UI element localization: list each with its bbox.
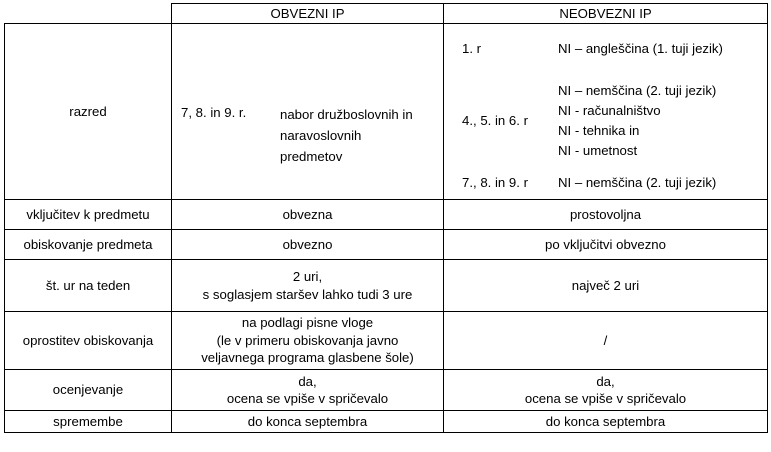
neobvezni-grade: 7., 8. in 9. r	[462, 175, 528, 190]
row-oprostitev	[5, 312, 768, 370]
row-ure	[5, 260, 768, 312]
text-line: na podlagi pisne vloge	[241, 315, 374, 331]
text-line: ocena se vpiše v spričevalo	[524, 391, 687, 406]
text-line: ocena se vpiše v spričevalo	[226, 391, 389, 406]
label-ocenjevanje: ocenjevanje	[5, 370, 172, 411]
cell-oprostitev-obvezni	[172, 312, 444, 370]
cell-razred-obvezni	[172, 24, 444, 200]
corner-cell	[5, 4, 172, 24]
cell-vkljucitev-neobvezni: prostovoljna	[444, 200, 768, 230]
row-vkljucitev	[5, 200, 768, 230]
row-ocenjevanje	[5, 370, 768, 411]
neobvezni-subject: NI – nemščina (2. tuji jezik)	[558, 83, 717, 98]
label-obiskovanje: obiskovanje predmeta	[5, 230, 172, 260]
neobvezni-grade: 4., 5. in 6. r	[462, 113, 528, 128]
neobvezni-subject: NI - umetnost	[558, 143, 638, 158]
cell-razred-neobvezni	[444, 24, 768, 200]
obvezni-subject-line: nabor družboslovnih in	[280, 107, 413, 122]
cell-ocenjevanje-neobvezni	[444, 370, 768, 411]
label-razred: razred	[5, 24, 172, 200]
text-line: 2 uri,	[292, 269, 323, 284]
row-obiskovanje	[5, 230, 768, 260]
text-line: (le v primeru obiskovanja javno	[216, 332, 399, 348]
cell-ure-obvezni	[172, 260, 444, 312]
comparison-table	[4, 3, 768, 433]
label-vkljucitev: vključitev k predmetu	[5, 200, 172, 230]
text-line: veljavnega programa glasbene šole)	[201, 350, 414, 366]
obvezni-subject-line: predmetov	[280, 149, 343, 164]
obvezni-subject-line: naravoslovnih	[280, 128, 362, 143]
header-neobvezni: NEOBVEZNI IP	[444, 4, 768, 24]
cell-ure-neobvezni: največ 2 uri	[444, 260, 768, 312]
row-razred	[5, 24, 768, 200]
neobvezni-subject: NI - tehnika in	[558, 123, 640, 138]
label-oprostitev: oprostitev obiskovanja	[5, 312, 172, 370]
neobvezni-grade: 1. r	[462, 41, 482, 56]
cell-spremembe-obvezni: do konca septembra	[172, 411, 444, 433]
label-ure: št. ur na teden	[5, 260, 172, 312]
text-line: s soglasjem staršev lahko tudi 3 ure	[202, 286, 413, 302]
header-obvezni: OBVEZNI IP	[172, 4, 444, 24]
cell-obiskovanje-neobvezni: po vključitvi obvezno	[444, 230, 768, 260]
obvezni-subject	[280, 104, 440, 167]
cell-ocenjevanje-obvezni	[172, 370, 444, 411]
header-row	[5, 4, 768, 24]
text-line: da,	[298, 373, 317, 389]
neobvezni-subject: NI – nemščina (2. tuji jezik)	[558, 175, 717, 190]
cell-spremembe-neobvezni: do konca septembra	[444, 411, 768, 433]
neobvezni-subject: NI - računalništvo	[558, 103, 661, 118]
text-line: da,	[596, 373, 615, 389]
obvezni-grades: 7, 8. in 9. r.	[181, 105, 247, 120]
neobvezni-subject: NI – angleščina (1. tuji jezik)	[558, 41, 723, 56]
cell-vkljucitev-obvezni: obvezna	[172, 200, 444, 230]
cell-oprostitev-neobvezni: /	[444, 312, 768, 370]
label-spremembe: spremembe	[5, 411, 172, 433]
cell-obiskovanje-obvezni: obvezno	[172, 230, 444, 260]
row-spremembe	[5, 411, 768, 433]
